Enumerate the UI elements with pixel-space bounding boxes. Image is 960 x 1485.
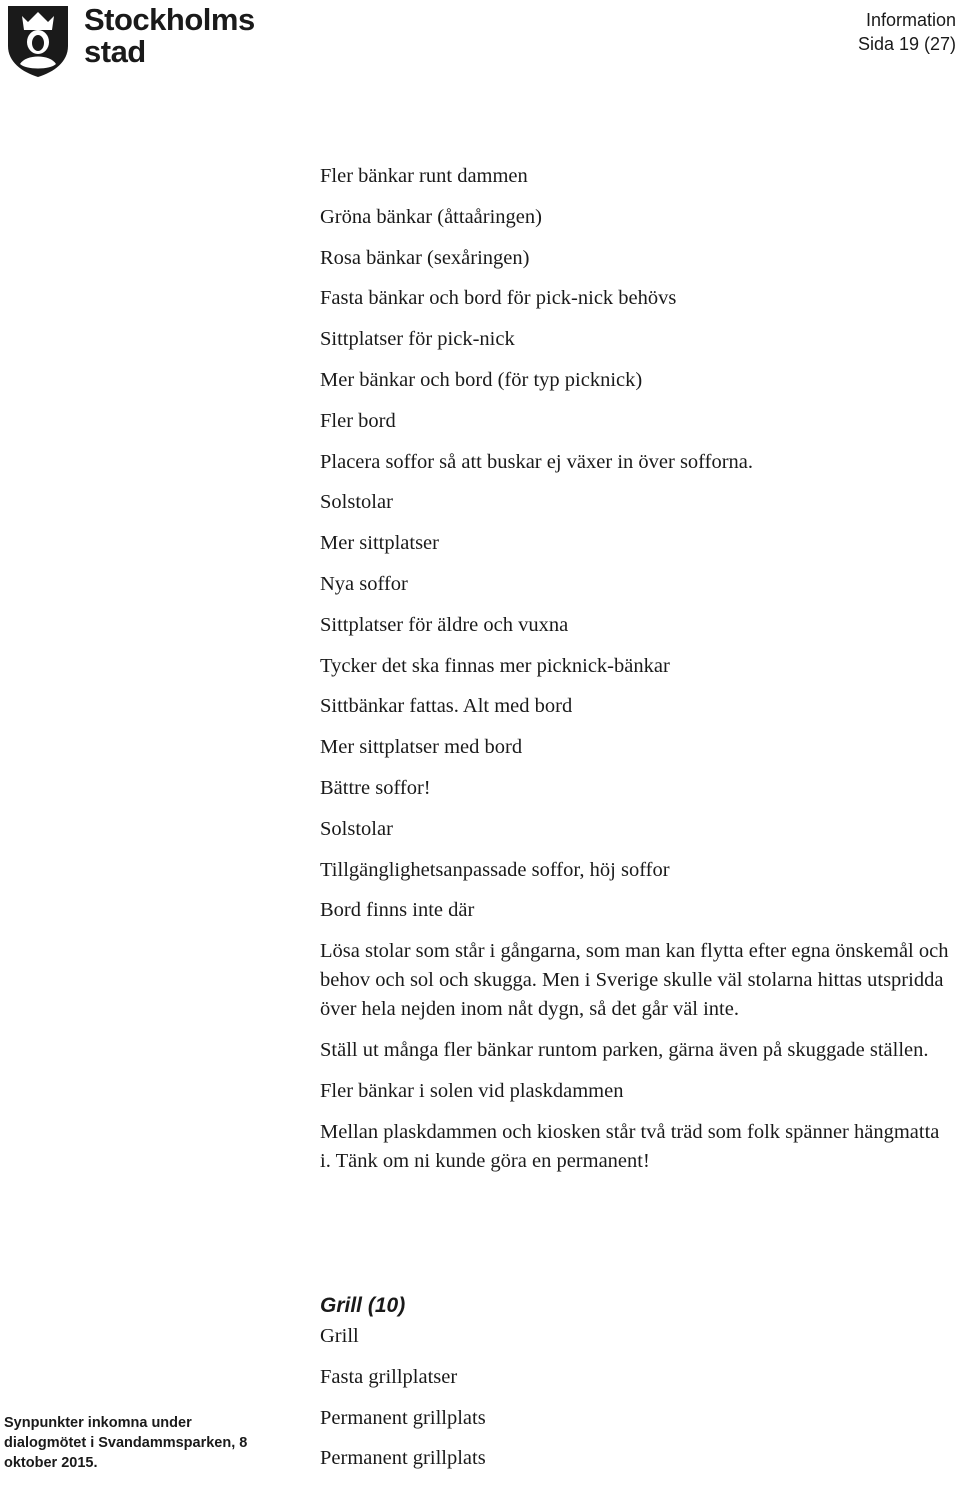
list-item: Lösa stolar som står i gångarna, som man kan flytta efter egna önskemål och behov och sol och skugga. Men i Sverige skulle väl stolarna hittas utspridda över hela nejden inom nåt dygn, så det går väl inte. bbox=[320, 940, 949, 1021]
list-item: Solstolar bbox=[320, 817, 393, 840]
list-item: Fasta grillplatser bbox=[320, 1365, 458, 1388]
list-item: Mer sittplatser med bord bbox=[320, 736, 523, 759]
crown-saint-emblem-icon bbox=[4, 2, 72, 78]
list-item: Mer sittplatser bbox=[320, 532, 439, 555]
logo-line-1: Stockholms bbox=[84, 2, 255, 37]
list-item: Grill bbox=[320, 1325, 359, 1347]
comment-list bbox=[320, 162, 950, 1187]
list-item: Sittplatser för äldre och vuxna bbox=[320, 613, 569, 636]
list-item: Placera soffor så att buskar ej växer in över sofforna. bbox=[320, 450, 754, 473]
list-item: Mer bänkar och bord (för typ picknick) bbox=[320, 368, 643, 391]
grill-comment-list bbox=[320, 1322, 940, 1485]
list-item: Bättre soffor! bbox=[320, 776, 431, 799]
document-type: Information bbox=[865, 10, 956, 30]
list-item: Ställ ut många fler bänkar runtom parken, gärna även på skuggade ställen. bbox=[320, 1038, 929, 1061]
list-item: Fler bord bbox=[320, 409, 396, 432]
list-item: Mellan plaskdammen och kiosken står två träd som folk spänner hängmatta i. Tänk om ni kunde göra en permanent! bbox=[320, 1120, 940, 1172]
list-item: Fler bänkar runt dammen bbox=[320, 165, 528, 187]
list-item: Tillgänglighetsanpassade soffor, höj soffor bbox=[320, 858, 670, 881]
document-header bbox=[858, 8, 956, 56]
page-number: Sida 19 (27) bbox=[857, 34, 956, 54]
logo-wordmark bbox=[84, 4, 255, 68]
document-footer: Synpunkter inkomna under dialogmötet i Svandammsparken, 8 oktober 2015. bbox=[4, 1415, 248, 1471]
list-item: Tycker det ska finnas mer picknick-bänkar bbox=[320, 654, 670, 677]
list-item: Bord finns inte där bbox=[320, 899, 475, 922]
list-item: Sittbänkar fattas. Alt med bord bbox=[320, 695, 573, 718]
section-heading: Grill (10) bbox=[320, 1294, 406, 1317]
list-item: Solstolar bbox=[320, 491, 393, 514]
logo-line-2: stad bbox=[84, 34, 146, 69]
list-item: Gröna bänkar (åttaåringen) bbox=[320, 205, 542, 228]
list-item: Rosa bänkar (sexåringen) bbox=[320, 246, 530, 269]
stockholms-stad-logo bbox=[4, 2, 255, 80]
list-item: Permanent grillplats bbox=[320, 1447, 486, 1470]
list-item: Fasta bänkar och bord för pick-nick behövs bbox=[320, 287, 677, 310]
list-item: Sittplatser för pick-nick bbox=[320, 328, 515, 351]
list-item: Permanent grillplats bbox=[320, 1406, 486, 1429]
list-item: Nya soffor bbox=[320, 572, 408, 595]
list-item: Fler bänkar i solen vid plaskdammen bbox=[320, 1079, 624, 1102]
